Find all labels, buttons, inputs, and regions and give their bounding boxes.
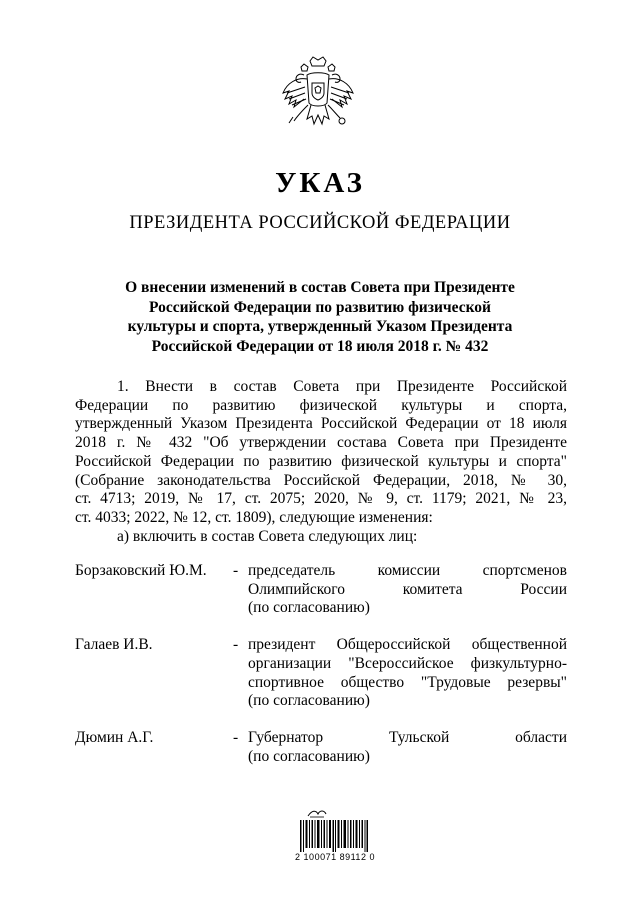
paragraph-line: Федерации по развитию физической культуры и спорта, <box>75 396 567 414</box>
barcode-number: 2 100071 89112 0 <box>295 852 375 862</box>
position-line: (по согласованию) <box>248 747 370 765</box>
paragraph-line: Российской Федерации по развитию физической культуры и спорта" <box>75 452 567 470</box>
document-title: УКАЗ <box>275 167 365 199</box>
barcode-mark-icon <box>306 808 328 818</box>
paragraph-line: 2018 г. № 432 "Об утверждении состава Совета при Президенте <box>75 434 567 452</box>
position-line: (по согласованию) <box>248 599 370 617</box>
member-entry <box>75 636 567 711</box>
position-line: Олимпийского комитета России <box>248 580 567 598</box>
paragraph-line: ст. 4033; 2022, № 12, ст. 1809), следующие изменения: <box>75 508 433 526</box>
coat-of-arms-icon <box>277 55 359 145</box>
barcode-icon <box>300 820 368 852</box>
member-position <box>248 636 567 711</box>
position-line: председатель комиссии спортсменов <box>248 562 567 579</box>
heading-line: культуры и спорта, утвержденный Указом Президента <box>127 318 513 335</box>
member-name: Галаев И.В. <box>75 636 153 654</box>
heading-line: Российской Федерации от 18 июля 2018 г. № 432 <box>151 337 489 355</box>
paragraph-line: ст. 4713; 2019, № 17, ст. 2075; 2020, № 9, ст. 1179; 2021, № 23, <box>75 490 567 508</box>
heading-line: Российской Федерации по развитию физической <box>149 298 491 316</box>
position-line: спортивное общество "Трудовые резервы" <box>248 673 567 691</box>
member-position <box>248 562 567 618</box>
member-dash: - <box>233 562 239 579</box>
document-subtitle: ПРЕЗИДЕНТА РОССИЙСКОЙ ФЕДЕРАЦИИ <box>129 213 511 233</box>
position-line: организации "Всероссийское физкультурно- <box>248 654 567 672</box>
paragraph-line: (Собрание законодательства Российской Федерации, 2018, № 30, <box>75 471 567 489</box>
member-dash: - <box>233 636 239 654</box>
member-entry <box>75 562 567 618</box>
paragraph-line: утвержденный Указом Президента Российской Федерации от 18 июля <box>75 415 567 433</box>
position-line: президент Общероссийской общественной <box>248 636 567 654</box>
paragraph-1 <box>75 378 567 546</box>
position-line: Губернатор Тульской области <box>248 728 567 746</box>
decree-heading <box>80 278 560 356</box>
subitem-a: а) включить в состав Совета следующих лиц: <box>117 527 418 545</box>
heading-line: О внесении изменений в состав Совета при Президенте <box>125 279 515 296</box>
member-name: Дюмин А.Г. <box>75 728 154 746</box>
member-entry <box>75 729 567 766</box>
paragraph-line: 1. Внести в состав Совета при Президенте Российской <box>117 378 567 395</box>
member-dash: - <box>233 728 239 746</box>
member-name: Борзаковский Ю.М. <box>75 562 207 579</box>
position-line: (по согласованию) <box>248 692 370 710</box>
members-list <box>75 562 567 784</box>
member-position <box>248 729 567 766</box>
